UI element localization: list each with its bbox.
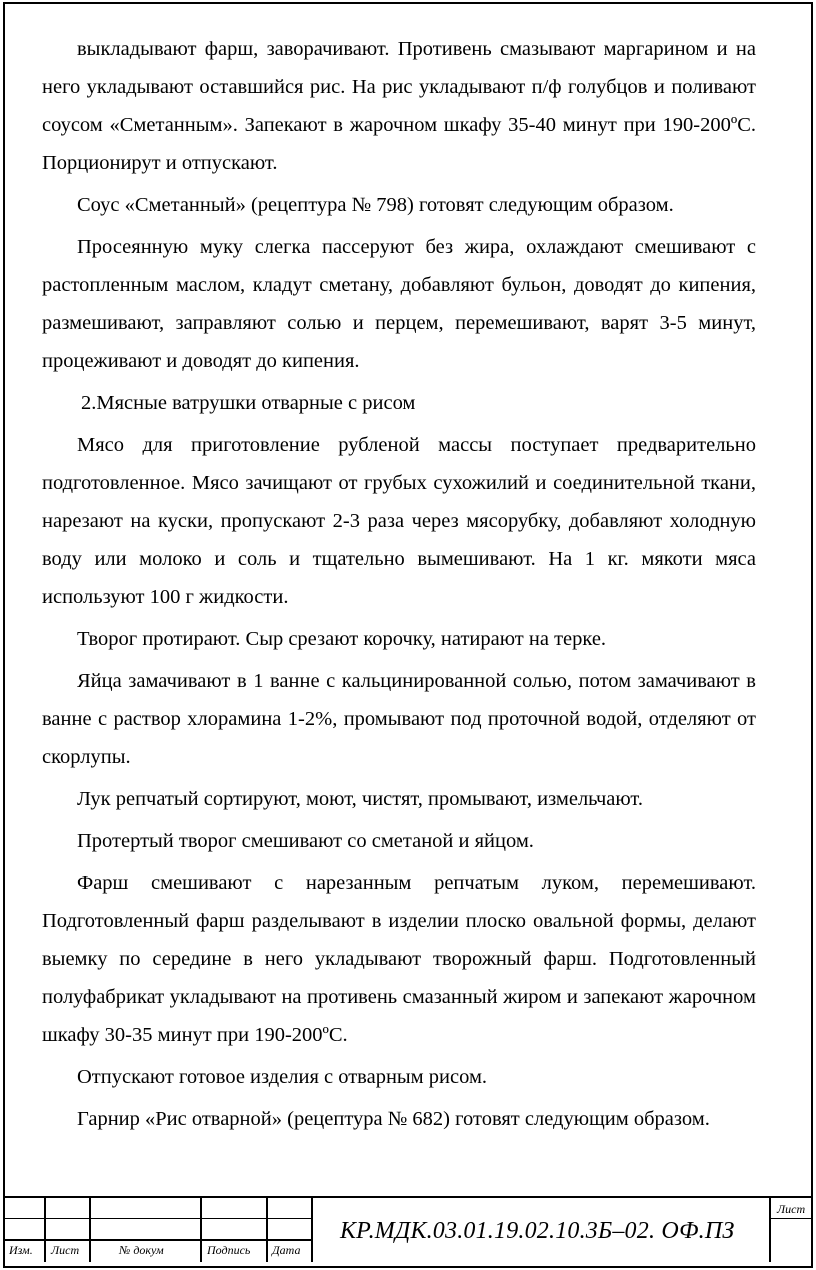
document-body xyxy=(42,30,756,1142)
sheet-cell-line xyxy=(769,1218,811,1219)
paragraph: Лук репчатый сортируют, моют, чистят, промывают, измельчают. xyxy=(77,788,643,810)
grid-col-line xyxy=(200,1196,202,1262)
paragraph: Творог протирают. Сыр срезают корочку, натирают на терке. xyxy=(77,628,607,650)
col-doc-label: № докум xyxy=(119,1243,164,1257)
grid-col-line xyxy=(89,1196,91,1262)
paragraph: выкладывают фарш, заворачивают. Противень смазывают маргарином и на него укладывают оставшийся рис. На рис укладывают п/ф голубцов и поливают соусом «Сметанным». Запекают в жарочном шкафу 35-40 минут при 190-200ºС. Порционирут и отпускают. xyxy=(42,38,756,174)
paragraph: Отпускают готовое изделия с отварным рисом. xyxy=(77,1066,488,1088)
col-list-label: Лист xyxy=(51,1243,80,1257)
paragraph: Соус «Сметанный» (рецептура № 798) готовят следующим образом. xyxy=(77,194,674,216)
paragraph: Мясо для приготовление рубленой массы поступает предварительно подготовленное. Мясо зачищают от грубых сухожилий и соединительной ткани, нарезают на куски, пропускают 2-3 раза через мясорубку, добавляют холодную воду или молоко и соль и тщательно вымешивают. На 1 кг. мякоти мяса используют 100 г жидкости. xyxy=(42,434,756,608)
paragraph: Фарш смешивают с нарезанным репчатым луком, перемешивают. Подготовленный фарш разделывают в изделии плоско овальной формы, делают выемку по середине в него укладывают творожный фарш. Подготовленный полуфабрикат укладывают на противень смазанный жиром и запекают жарочном шкафу 30-35 минут при 190-200ºС. xyxy=(42,872,756,1046)
sheet-label: Лист xyxy=(777,1202,806,1216)
grid-col-line xyxy=(769,1196,771,1262)
col-date-label: Дата xyxy=(272,1243,301,1257)
section-heading: 2.Мясные ватрушки отварные с рисом xyxy=(81,392,416,414)
grid-col-line xyxy=(311,1196,313,1262)
title-block xyxy=(3,1196,811,1266)
grid-col-line xyxy=(44,1196,46,1262)
paragraph: Протертый творог смешивают со сметаной и яйцом. xyxy=(77,830,534,852)
grid-col-line xyxy=(266,1196,268,1262)
title-block-top-border xyxy=(3,1196,811,1198)
document-code: КР.МДК.03.01.19.02.10.3Б–02. ОФ.ПЗ xyxy=(340,1218,735,1244)
paragraph: Яйца замачивают в 1 ванне с кальцинированной солью, потом замачивают в ванне с раствор хлорамина 1-2%, промывают под проточной водой, отделяют от скорлупы. xyxy=(42,670,756,768)
col-izm-label: Изм. xyxy=(9,1243,33,1257)
paragraph: Просеянную муку слегка пассеруют без жира, охлаждают смешивают с растопленным маслом, кладут сметану, добавляют бульон, доводят до кипения, размешивают, заправляют солью и перцем, перемешивают, варят 3-5 минут, процеживают и доводят до кипения. xyxy=(42,236,756,372)
paragraph: Гарнир «Рис отварной» (рецептура № 682) готовят следующим образом. xyxy=(77,1108,710,1130)
col-sign-label: Подпись xyxy=(207,1243,251,1257)
